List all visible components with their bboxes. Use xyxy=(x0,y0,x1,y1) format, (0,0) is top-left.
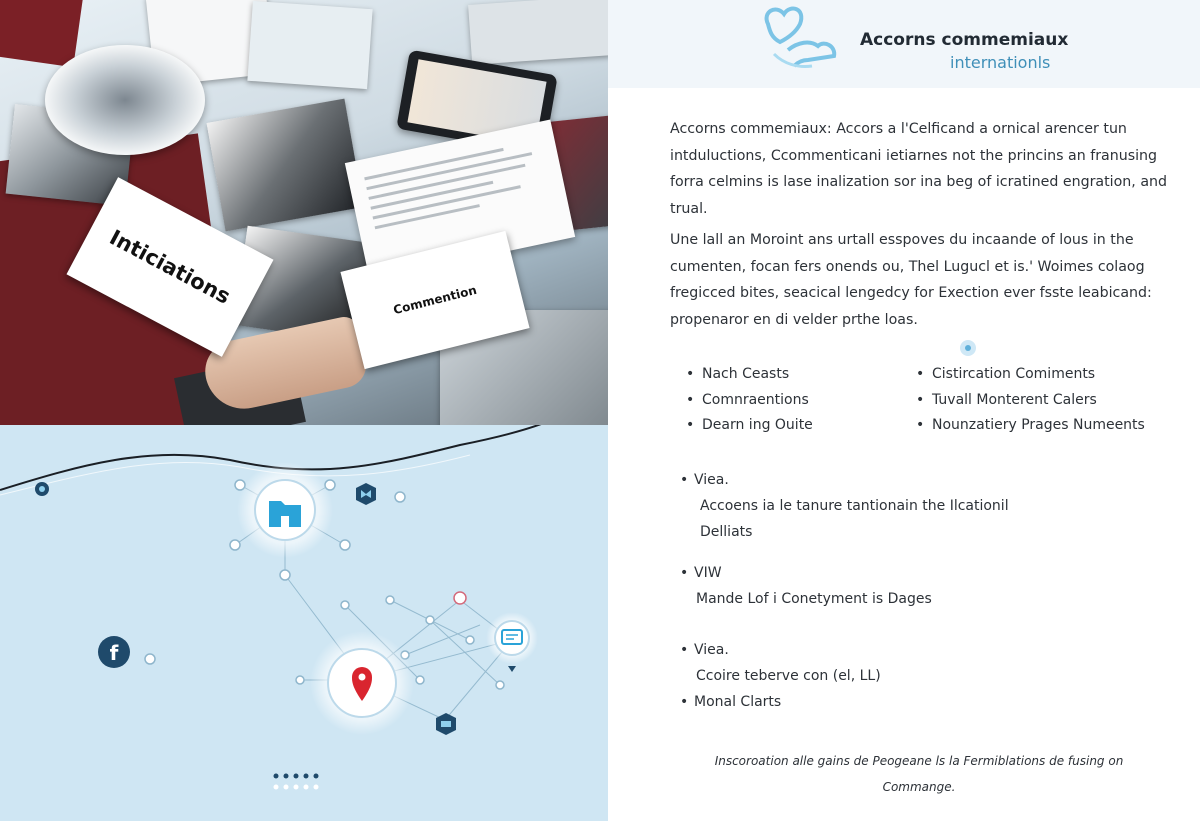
photo-print xyxy=(207,99,364,232)
bowl xyxy=(45,45,205,155)
butterfly-icon xyxy=(356,483,376,505)
page-subtitle: internationls xyxy=(950,53,1051,72)
list-left xyxy=(684,362,813,439)
svg-text:f: f xyxy=(109,641,119,665)
header xyxy=(608,0,1200,88)
card-commention: Commention xyxy=(340,231,529,369)
footer-line: Inscoroation alle gains de Peogeane ls la Fermiblations de fusing on xyxy=(714,754,1124,768)
intro-paragraph: Accorns commemiaux: Accors a l'Celficand a ornical arencer tun intduluctions, Ccommenticani ietiarnes not the princins an franusing forra celmins is lase inalization sor ina beg of icratined engration, and trual. xyxy=(670,121,1168,217)
desk-photo xyxy=(0,0,608,425)
section-heading: • Viea. xyxy=(680,637,881,663)
section-heading: • Viea. xyxy=(680,467,1009,493)
list-item: • Nounzatiery Prages Numeents xyxy=(914,413,1145,439)
second-paragraph: Une lall an Moroint ans urtall esspoves du incaande of lous in the cumenten, focan fers onends ou, Thel Lugucl et is.' Woimes colaog fregicced bites, seacical lengedcy for Exection ever fsste leabicand: propenaror en di velder prthe loas. xyxy=(670,232,1152,328)
list-item: • Dearn ing Ouite xyxy=(684,413,813,439)
section-text: Delliats xyxy=(700,524,753,540)
paper-sheet xyxy=(468,0,608,65)
section-block xyxy=(680,637,881,715)
paper-sheet xyxy=(247,1,372,89)
card-inticiations: Inticiations xyxy=(66,177,273,357)
list-item: • Nach Ceasts xyxy=(684,362,813,388)
section-block xyxy=(680,560,932,612)
list-item: • Monal Clarts xyxy=(680,689,881,715)
hex-node xyxy=(436,713,456,735)
logo-icon xyxy=(758,2,848,74)
section-text: Accoens ia le tanure tantionain the Ilcationil xyxy=(700,498,1009,514)
list-right xyxy=(914,362,1145,439)
divider-dot-icon xyxy=(960,340,976,356)
facebook-icon xyxy=(98,636,130,668)
page-title: Accorns commemiaux xyxy=(860,30,1069,50)
content-panel xyxy=(608,0,1200,821)
section-text: Mande Lof i Conetyment is Dages xyxy=(696,591,932,607)
list-item: • Comnraentions xyxy=(684,388,813,414)
footer-line: Commange. xyxy=(882,780,956,794)
section-block xyxy=(680,467,1009,545)
network-diagram xyxy=(0,425,608,821)
section-text: Ccoire teberve con (el, LL) xyxy=(696,668,881,684)
section-heading: • VIW xyxy=(680,560,932,586)
list-item: • Cistircation Comiments xyxy=(914,362,1145,388)
list-item: • Tuvall Monterent Calers xyxy=(914,388,1145,414)
footer-note xyxy=(608,748,1200,800)
